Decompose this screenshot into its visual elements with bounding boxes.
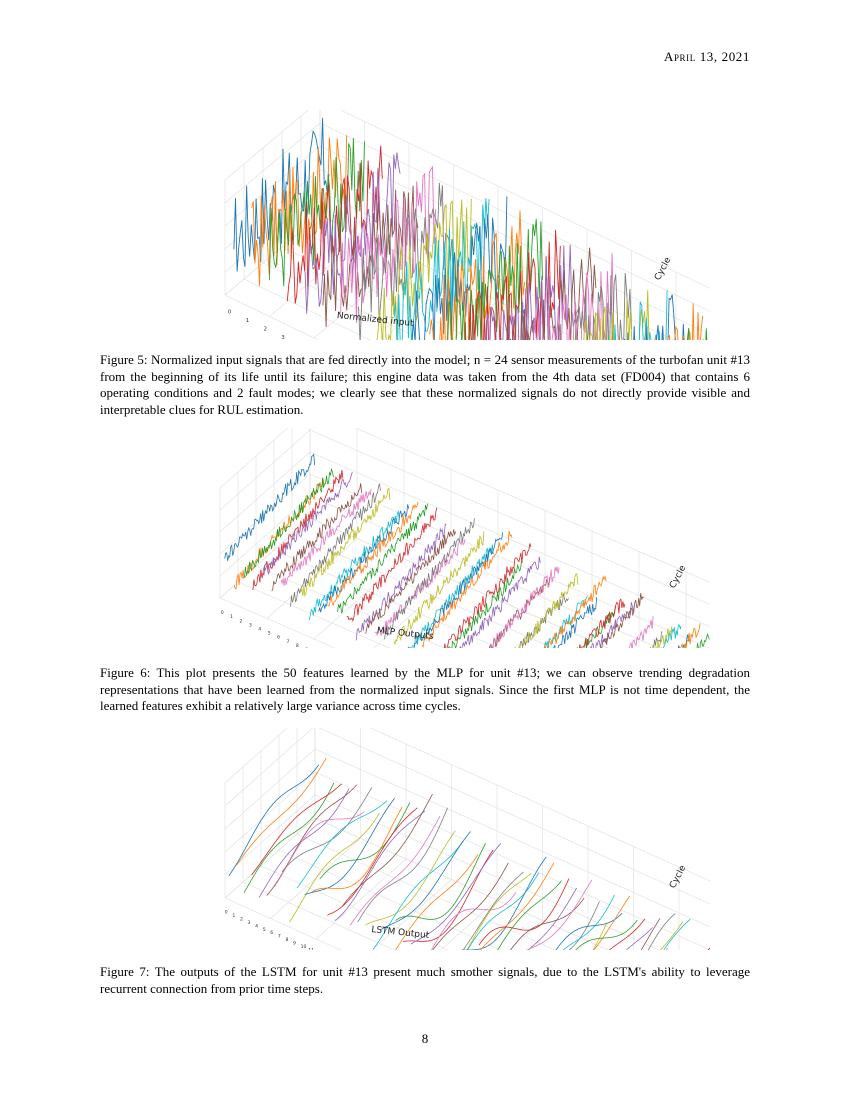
grid (225, 110, 710, 340)
x-axis-label: LSTM Output (370, 925, 430, 942)
figure-7-chart (150, 728, 710, 950)
x-tick-label: 6 (277, 635, 281, 641)
series-line (350, 816, 440, 925)
x-tick-label: 8 (295, 643, 299, 648)
x-tick-label: 2 (263, 326, 267, 333)
x-tick-label: 3 (247, 920, 251, 926)
figure-5-plot (150, 110, 710, 340)
series-lines (229, 758, 710, 950)
series-lines (234, 118, 710, 340)
figure-7-plot (150, 728, 710, 950)
series-line (253, 470, 343, 590)
series-line (554, 593, 644, 648)
x-tick-label: 0 (224, 910, 228, 916)
y-axis-label: Cycle (668, 563, 689, 591)
figure-7-caption: Figure 7: The outputs of the LSTM for unit #13 present much smother signals, due to the LSTM's ability to leverage recurrent connection from prior time steps. (100, 964, 750, 996)
series-line (601, 635, 691, 649)
grid (225, 728, 710, 950)
page-number: 8 (421, 1031, 429, 1046)
x-tick-label (305, 647, 308, 648)
series-line (365, 831, 455, 925)
x-tick-label: 8 (285, 938, 289, 944)
series-line (385, 518, 475, 639)
x-tick-label: 6 (270, 931, 274, 937)
x-tick-label: 2 (239, 619, 243, 625)
series-line (282, 787, 372, 872)
series-line (638, 641, 710, 648)
series-line (300, 488, 390, 596)
y-axis-label: Cycle (653, 255, 674, 283)
x-tick-label: 9 (293, 941, 296, 947)
series-line (643, 322, 710, 340)
x-tick-labels (225, 910, 678, 950)
x-axis-label: Normalized input (336, 311, 415, 330)
series-line (497, 596, 587, 648)
series-line (335, 811, 425, 921)
series-line (517, 923, 607, 951)
x-tick-label: 1 (232, 914, 236, 920)
series-line (578, 948, 668, 950)
series-line (441, 873, 531, 950)
series-line (593, 922, 683, 950)
series-line (535, 599, 625, 648)
series-line (547, 920, 637, 950)
x-tick-label: 5 (262, 927, 266, 933)
x-tick-label: 0 (220, 611, 224, 617)
x-axis-label: MLP Outputs (376, 626, 435, 642)
x-tick-label: 7 (286, 639, 290, 645)
series-line (585, 914, 675, 951)
figure-6-caption: Figure 6: This plot presents the 50 features learned by the MLP for unit #13; we can observe trending degradation representations that have been learned from the normalized input signals. Since the first MLP is not time dependent, the learned features exhibit a relatively large variance across time cycles. (100, 665, 750, 713)
series-lines (225, 454, 710, 648)
series-line (290, 813, 380, 922)
x-tick-label (308, 947, 314, 950)
x-tick-label: 3 (281, 335, 285, 340)
series-line (229, 765, 319, 876)
series-line (262, 472, 352, 578)
figure-5-chart (150, 110, 710, 340)
series-line (472, 881, 562, 950)
x-tick-label: 0 (227, 309, 232, 316)
x-tick-label: 10 (300, 944, 307, 950)
series-line (532, 913, 622, 950)
series-line (312, 807, 402, 892)
x-tick-label: 2 (239, 917, 243, 923)
x-tick-label: 4 (258, 627, 262, 633)
x-tick-label: 7 (277, 934, 281, 940)
figure-6-chart (150, 428, 710, 648)
x-tick-label: 3 (248, 623, 252, 629)
series-line (540, 896, 630, 950)
x-tick-label: 1 (230, 615, 234, 621)
figure-5-caption: Figure 5: Normalized input signals that are fed directly into the model; n = 24 sensor measurements of the turbofan unit #13 from the beginning of its life until its failure; this engine data was taken from the 4th data set (FD004) that contains 6 operating conditions and 2 fault modes; we clearly see that these normalized signals do not directly provide visible and interpretable clues for RUL estimation. (100, 352, 750, 417)
x-tick-label: 1 (245, 317, 250, 324)
header-date: April 13, 2021 (663, 49, 750, 64)
series-line (516, 576, 606, 648)
y-axis-label: Cycle (668, 863, 689, 891)
figure-6-plot (150, 428, 710, 648)
series-line (375, 539, 465, 636)
x-tick-label: 5 (267, 631, 271, 637)
x-tick-label: 4 (255, 924, 259, 930)
